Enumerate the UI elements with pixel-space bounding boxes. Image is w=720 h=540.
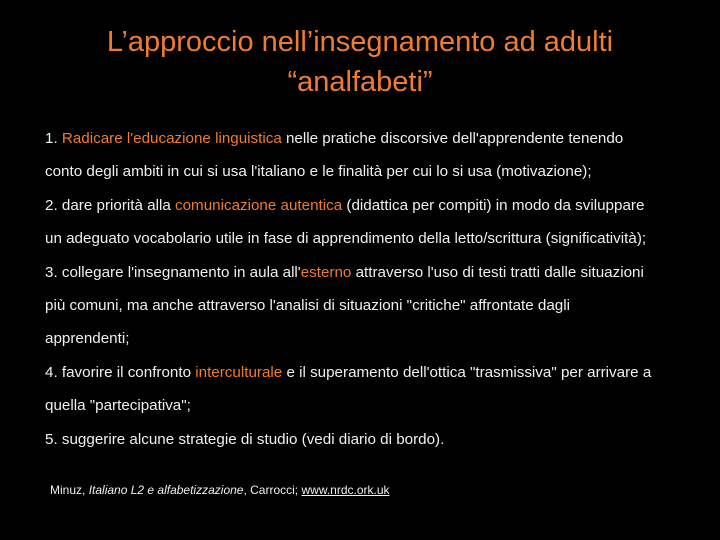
item-2-line-2: un adeguato vocabolario utile in fase di apprendimento della letto/scrittura (significatività);	[45, 230, 647, 248]
item-3-rest: attraverso l'uso di testi tratti dalle situazioni	[351, 263, 644, 281]
item-3-line-1	[45, 256, 695, 289]
item-2-highlight: comunicazione autentica	[175, 196, 343, 214]
item-3-line-3: apprendenti;	[45, 330, 130, 348]
item-3-line-2: più comuni, ma anche attraverso l'analisi di situazioni "critiche" affrontate dagli	[45, 297, 570, 315]
item-4-rest: e il superamento dell'ottica "trasmissiva" per arrivare a	[282, 363, 652, 381]
item-4-prefix: 4. favorire il confronto	[45, 363, 196, 381]
item-2-prefix: 2. dare priorità alla	[45, 196, 176, 214]
item-2-rest: (didattica per compiti) in modo da sviluppare	[342, 196, 645, 214]
item-1-prefix: 1.	[45, 130, 62, 147]
citation-link[interactable]: www.nrdc.ork.uk	[301, 483, 390, 497]
item-1-line-1	[45, 122, 695, 155]
item-3-highlight: esterno	[300, 263, 352, 281]
item-3-prefix: 3. collegare l'insegnamento in aula all'	[45, 263, 301, 281]
slide-title	[0, 22, 720, 102]
item-4-highlight: interculturale	[195, 363, 283, 381]
item-2-line-1	[45, 189, 695, 222]
item-5: 5. suggerire alcune strategie di studio (vedi diario di bordo).	[45, 430, 445, 448]
item-4-line-1	[45, 356, 695, 389]
slide-title-line-1: L’approccio nell’insegnamento ad adulti	[106, 26, 614, 58]
citation-footer	[50, 483, 390, 497]
item-4-line-2: quella "partecipativa";	[45, 397, 191, 415]
item-1-rest: nelle pratiche discorsive dell'apprendente tenendo	[281, 130, 624, 147]
item-1-line-2: conto degli ambiti in cui si usa l'italiano e le finalità per cui lo si usa (motivazione);	[45, 163, 592, 181]
slide-title-line-2: “analfabeti”	[287, 66, 433, 98]
citation-publisher: , Carrocci;	[243, 483, 302, 497]
citation-book-title: Italiano L2 e alfabetizzazione	[88, 483, 244, 497]
citation-author: Minuz,	[50, 483, 89, 497]
item-1-highlight: Radicare l'educazione linguistica	[61, 130, 282, 147]
slide-body	[45, 122, 695, 456]
